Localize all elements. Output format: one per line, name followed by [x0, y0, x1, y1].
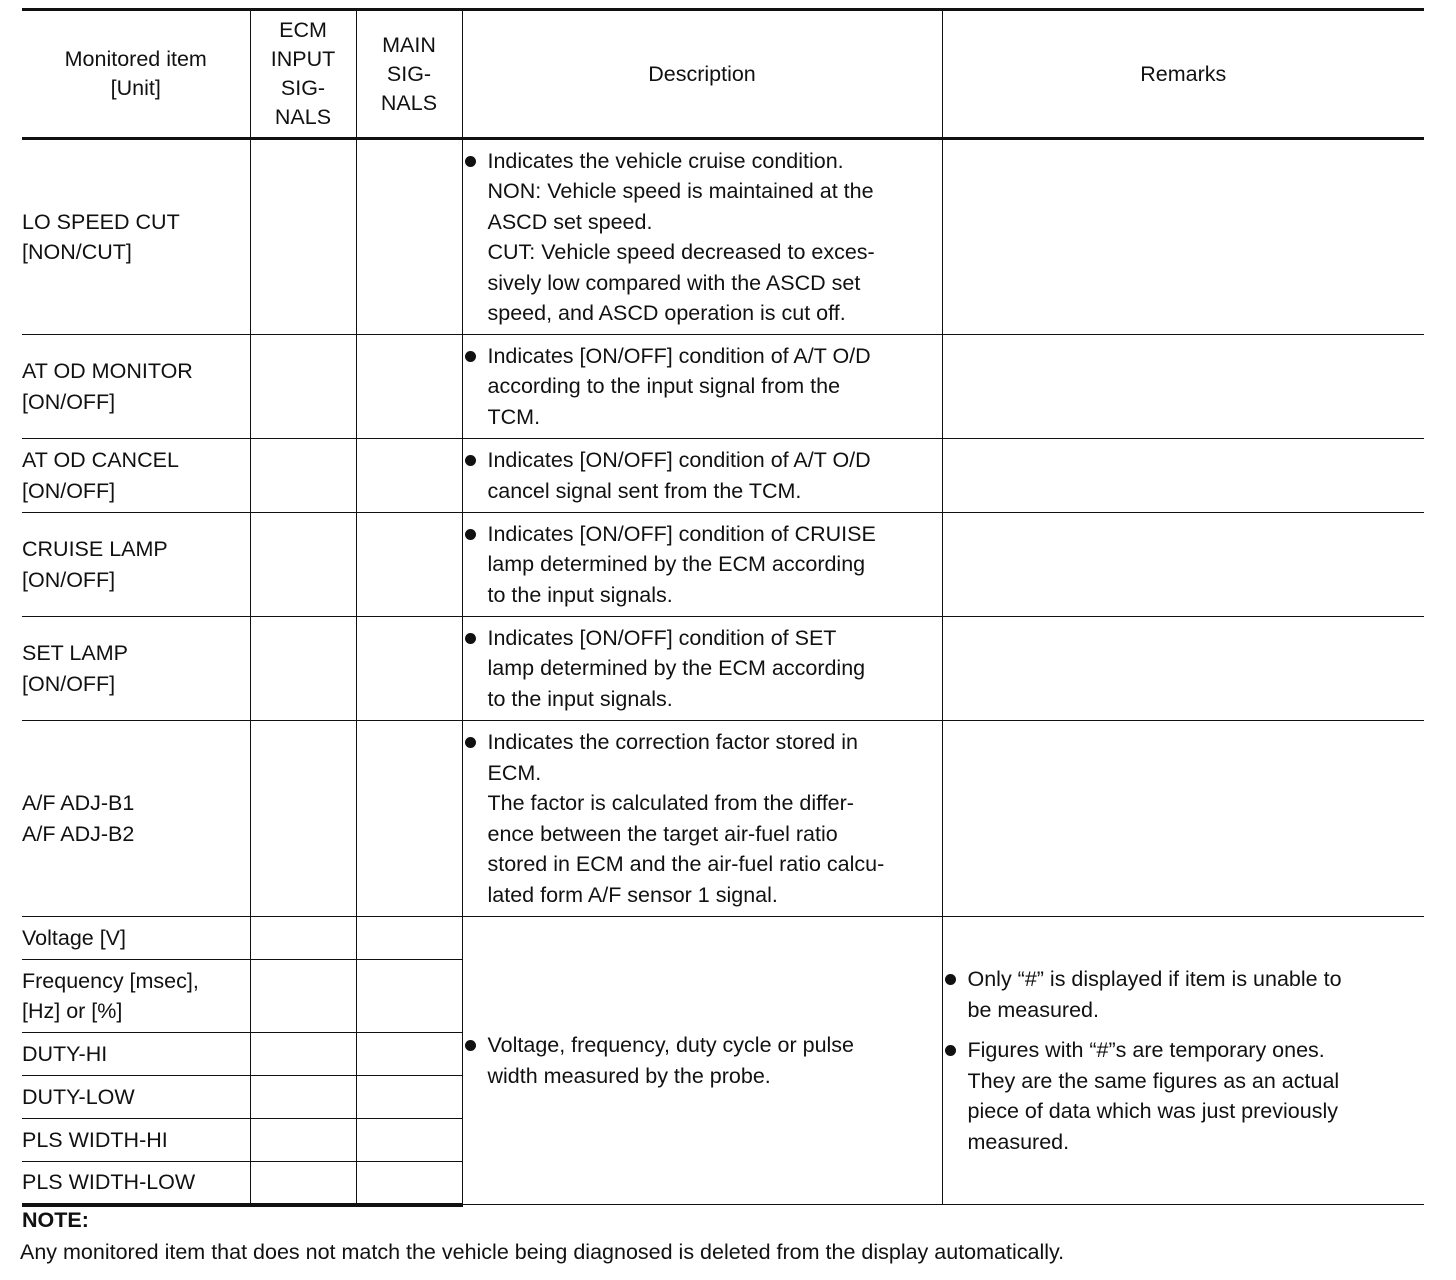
description-cell [462, 139, 942, 335]
table-row-af-adj [22, 721, 1424, 917]
description-cell [462, 439, 942, 513]
item-cell: Voltage [V] [22, 917, 250, 960]
header-ecm-input-signals: ECM INPUT SIG- NALS [250, 10, 356, 139]
main-signal-cell [356, 1119, 462, 1162]
monitor-items-table [22, 8, 1424, 1207]
ecm-input-cell [250, 139, 356, 335]
ecm-input-cell [250, 335, 356, 439]
description-cell [462, 721, 942, 917]
table-row-set-lamp [22, 617, 1424, 721]
table-row-at-od-cancel [22, 439, 1424, 513]
table-row-cruise-lamp [22, 513, 1424, 617]
description-cell [462, 335, 942, 439]
item-cell: SET LAMP [ON/OFF] [22, 617, 250, 721]
note-text: Any monitored item that does not match the vehicle being diagnosed is deleted from the display automatically. [20, 1240, 1065, 1264]
table-row-at-od-monitor [22, 335, 1424, 439]
table-row-voltage [22, 917, 1424, 960]
main-signal-cell [356, 721, 462, 917]
header-remarks: Remarks [942, 10, 1424, 139]
item-cell: AT OD MONITOR [ON/OFF] [22, 335, 250, 439]
ecm-input-cell [250, 917, 356, 960]
bullet-item: Figures with “#”s are temporary ones. They are the same figures as an actual piece of data which was just previously measured. [943, 1035, 1425, 1157]
description-cell [462, 513, 942, 617]
probe-description-cell [462, 917, 942, 1205]
description-cell [462, 617, 942, 721]
item-cell: A/F ADJ-B1 A/F ADJ-B2 [22, 721, 250, 917]
main-signal-cell [356, 1076, 462, 1119]
main-signal-cell [356, 917, 462, 960]
ecm-input-cell [250, 1119, 356, 1162]
probe-remarks-cell [942, 917, 1424, 1205]
main-signal-cell [356, 335, 462, 439]
main-signal-cell [356, 1162, 462, 1205]
remarks-cell [942, 335, 1424, 439]
remarks-cell [942, 721, 1424, 917]
item-cell: AT OD CANCEL [ON/OFF] [22, 439, 250, 513]
item-cell: CRUISE LAMP [ON/OFF] [22, 513, 250, 617]
main-signal-cell [356, 513, 462, 617]
main-signal-cell [356, 1033, 462, 1076]
main-signal-cell [356, 439, 462, 513]
main-signal-cell [356, 960, 462, 1033]
remarks-cell [942, 513, 1424, 617]
ecm-input-cell [250, 439, 356, 513]
note-title: NOTE: [22, 1208, 89, 1232]
table-row-lo-speed-cut [22, 139, 1424, 335]
header-main-signals: MAIN SIG- NALS [356, 10, 462, 139]
item-cell: DUTY-HI [22, 1033, 250, 1076]
header-row [22, 10, 1424, 139]
ecm-input-cell [250, 617, 356, 721]
main-signal-cell [356, 617, 462, 721]
bullet-item: Indicates [ON/OFF] condition of A/T O/D cancel signal sent from the TCM. [463, 445, 942, 506]
ecm-input-cell [250, 1033, 356, 1076]
ecm-input-cell [250, 721, 356, 917]
item-cell: DUTY-LOW [22, 1076, 250, 1119]
bullet-item: Indicates [ON/OFF] condition of A/T O/D according to the input signal from the TCM. [463, 341, 942, 433]
ecm-input-cell [250, 513, 356, 617]
monitor-table-page [22, 8, 1424, 1207]
item-cell: Frequency [msec], [Hz] or [%] [22, 960, 250, 1033]
bullet-item: Indicates the correction factor stored in ECM. The factor is calculated from the differ- ence between the target air-fuel ratio stored in ECM and the air-fuel ratio calcu- lated form A/F sensor 1 signal. [463, 727, 942, 910]
bullet-item: Only “#” is displayed if item is unable to be measured. [943, 964, 1425, 1025]
item-cell: PLS WIDTH-LOW [22, 1162, 250, 1205]
ecm-input-cell [250, 1076, 356, 1119]
bullet-item: Indicates [ON/OFF] condition of SET lamp determined by the ECM according to the input signals. [463, 623, 942, 715]
item-cell: PLS WIDTH-HI [22, 1119, 250, 1162]
header-description: Description [462, 10, 942, 139]
item-cell: LO SPEED CUT [NON/CUT] [22, 139, 250, 335]
bullet-item: Voltage, frequency, duty cycle or pulse width measured by the probe. [463, 1030, 942, 1091]
ecm-input-cell [250, 1162, 356, 1205]
header-monitored-item: Monitored item [Unit] [22, 10, 250, 139]
bullet-item: Indicates the vehicle cruise condition. NON: Vehicle speed is maintained at the ASCD set speed. CUT: Vehicle speed decreased to exces- sively low compared with the ASCD set speed, and ASCD operation is cut off. [463, 146, 942, 329]
remarks-cell [942, 617, 1424, 721]
bullet-item: Indicates [ON/OFF] condition of CRUISE lamp determined by the ECM according to the input signals. [463, 519, 942, 611]
remarks-cell [942, 439, 1424, 513]
ecm-input-cell [250, 960, 356, 1033]
main-signal-cell [356, 139, 462, 335]
remarks-cell [942, 139, 1424, 335]
